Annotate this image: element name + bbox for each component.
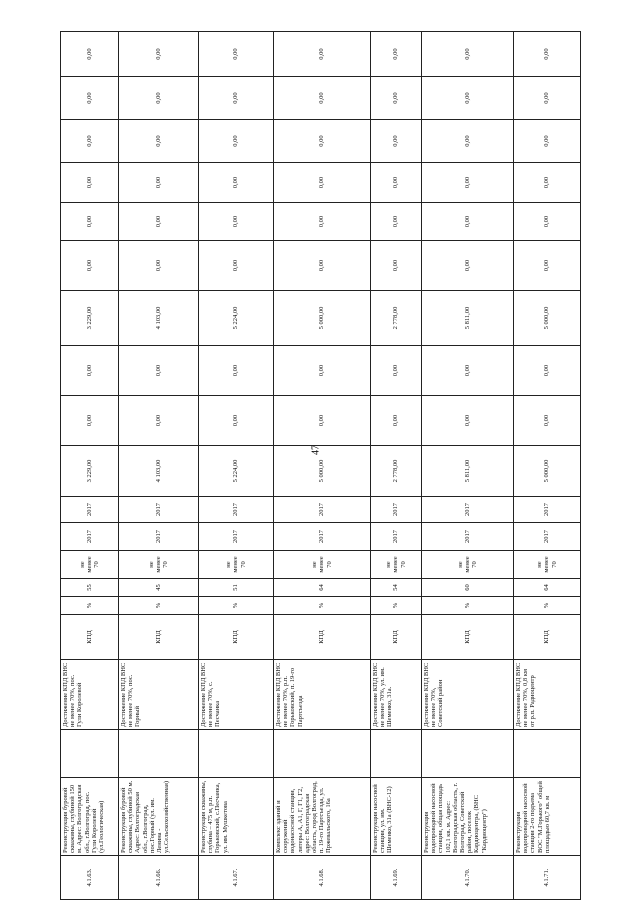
row-value: 0,00 xyxy=(274,396,371,446)
row-year-end: 2017 xyxy=(274,497,371,523)
row-value: 0,00 xyxy=(61,120,119,163)
row-value: 0,00 xyxy=(199,346,274,396)
row-value: 0,00 xyxy=(199,203,274,241)
row-goal: Достижение КПД ВНС не менее 70%, Советский район xyxy=(422,660,514,730)
row-empty xyxy=(274,730,371,778)
row-value: 0,00 xyxy=(274,32,371,77)
row-goal: Достижение КПД ВНС не менее 70%, р.п. Горьковский, п. 19-го Партсъезда xyxy=(274,660,371,730)
row-value: 0,00 xyxy=(371,163,422,203)
row-empty xyxy=(61,730,119,778)
row-value: 0,00 xyxy=(61,241,119,291)
row-value: 0,00 xyxy=(61,77,119,120)
row-unit: % xyxy=(274,597,371,615)
row-current-value: 64 xyxy=(274,579,371,597)
row-value: 0,00 xyxy=(199,163,274,203)
table-row xyxy=(422,32,514,900)
row-value: 0,00 xyxy=(199,77,274,120)
row-goal: Достижение КПД ВНС не менее 70%, с. Песчанка xyxy=(199,660,274,730)
row-target-value: не менее 70 xyxy=(274,551,371,579)
page-number: 47 xyxy=(310,445,322,455)
row-number: 4.1.67. xyxy=(199,856,274,900)
table-row xyxy=(371,32,422,900)
row-number: 4.1.71. xyxy=(514,856,581,900)
row-description: Реконструкция буровой скважины, глубиной 50 м. Адрес: Волгоградская обл., г.Волгоград, пос.Горный (ул. им. Ленина - ул.Сельскохозяйственная) xyxy=(119,778,199,856)
row-value: 0,00 xyxy=(274,120,371,163)
row-description: Реконструкция насосной станции, ул. им. Шеменко, 31а (ВНС-12) xyxy=(371,778,422,856)
row-unit: % xyxy=(199,597,274,615)
row-value: 0,00 xyxy=(119,396,199,446)
row-value: 0,00 xyxy=(422,203,514,241)
row-indicator: КПД xyxy=(61,615,119,660)
row-value: 0,00 xyxy=(422,241,514,291)
row-target-value: не менее 70 xyxy=(199,551,274,579)
row-value: 0,00 xyxy=(422,346,514,396)
row-empty xyxy=(514,730,581,778)
row-empty xyxy=(119,730,199,778)
row-total: 4 103,00 xyxy=(119,446,199,497)
row-indicator: КПД xyxy=(199,615,274,660)
row-value: 0,00 xyxy=(119,203,199,241)
row-value: 0,00 xyxy=(514,346,581,396)
row-year-end: 2017 xyxy=(371,497,422,523)
row-description: Реконструкция скважины, глубина – 475 м, р.п. Горьковский, с.Песчанка, ул. им. Мушкетова xyxy=(199,778,274,856)
row-value: 2 778,00 xyxy=(371,291,422,346)
row-number: 4.1.69. xyxy=(371,856,422,900)
row-target-value: не менее 70 xyxy=(422,551,514,579)
row-value: 3 229,00 xyxy=(61,291,119,346)
row-value: 0,00 xyxy=(119,241,199,291)
row-value: 0,00 xyxy=(119,346,199,396)
row-unit: % xyxy=(514,597,581,615)
row-value: 5 811,00 xyxy=(422,291,514,346)
row-value: 0,00 xyxy=(274,241,371,291)
row-value: 0,00 xyxy=(422,32,514,77)
row-value: 0,00 xyxy=(199,241,274,291)
row-value: 0,00 xyxy=(514,77,581,120)
row-value: 0,00 xyxy=(371,120,422,163)
row-description: Комплекс зданий и сооружений водонасосной станции, литеры А, А1, Г, Г1, Г2, адрес: Волгоградская область, город Волгоград, п. 19-го Партсъезда, ул. Пржевальского, 16а xyxy=(274,778,371,856)
row-current-value: 55 xyxy=(61,579,119,597)
row-goal: Достижение КПД ВНС не менее 70%, пос. Гули Королевой xyxy=(61,660,119,730)
row-indicator: КПД xyxy=(119,615,199,660)
row-value: 5 000,00 xyxy=(274,291,371,346)
row-unit: % xyxy=(119,597,199,615)
row-description: Реконструкция водопроводной насосной станции 2-го подъема ВОС "М.Горького" общей площадью 60,7 кв. м xyxy=(514,778,581,856)
row-value: 0,00 xyxy=(61,396,119,446)
row-value: 0,00 xyxy=(371,203,422,241)
row-empty xyxy=(422,730,514,778)
row-value: 0,00 xyxy=(199,396,274,446)
row-value: 0,00 xyxy=(422,396,514,446)
row-goal: Достижение КПД ВНС не менее 70%, пос. Горный xyxy=(119,660,199,730)
row-total: 2 778,00 xyxy=(371,446,422,497)
row-value: 0,00 xyxy=(61,32,119,77)
table-row xyxy=(274,32,371,900)
row-current-value: 54 xyxy=(371,579,422,597)
row-year-start: 2017 xyxy=(514,523,581,551)
row-value: 0,00 xyxy=(61,203,119,241)
row-value: 0,00 xyxy=(119,77,199,120)
row-indicator: КПД xyxy=(274,615,371,660)
row-total: 3 229,00 xyxy=(61,446,119,497)
row-goal: Достижение КПД ВНС не менее 70%, 0,8 км от р.п. Радиоцентр xyxy=(514,660,581,730)
row-year-end: 2017 xyxy=(199,497,274,523)
row-description: Реконструкция буровой скважины, глубиной 150 м. Адрес: Волгоградская обл., г.Волгоград, пос. Гули Королевой (ул.Геологическая) xyxy=(61,778,119,856)
row-year-end: 2017 xyxy=(119,497,199,523)
row-value: 0,00 xyxy=(274,346,371,396)
row-year-start: 2017 xyxy=(422,523,514,551)
table-row xyxy=(61,32,119,900)
row-indicator: КПД xyxy=(422,615,514,660)
row-unit: % xyxy=(61,597,119,615)
row-year-end: 2017 xyxy=(422,497,514,523)
row-value: 0,00 xyxy=(371,241,422,291)
row-current-value: 45 xyxy=(119,579,199,597)
row-value: 5 000,00 xyxy=(514,291,581,346)
row-target-value: не менее 70 xyxy=(61,551,119,579)
row-year-start: 2017 xyxy=(61,523,119,551)
row-empty xyxy=(199,730,274,778)
row-value: 0,00 xyxy=(371,346,422,396)
table-row xyxy=(119,32,199,900)
row-current-value: 51 xyxy=(199,579,274,597)
row-current-value: 60 xyxy=(422,579,514,597)
row-total: 5 811,00 xyxy=(422,446,514,497)
row-target-value: не менее 70 xyxy=(371,551,422,579)
row-goal: Достижение КПД ВНС не менее 70%, ул. им. Шеменко, 31а. xyxy=(371,660,422,730)
row-indicator: КПД xyxy=(371,615,422,660)
program-table xyxy=(60,31,581,900)
row-year-start: 2017 xyxy=(274,523,371,551)
row-number: 4.1.68. xyxy=(274,856,371,900)
row-unit: % xyxy=(371,597,422,615)
row-value: 0,00 xyxy=(371,396,422,446)
row-year-end: 2017 xyxy=(514,497,581,523)
row-value: 0,00 xyxy=(514,163,581,203)
row-value: 0,00 xyxy=(119,32,199,77)
row-current-value: 64 xyxy=(514,579,581,597)
row-year-start: 2017 xyxy=(199,523,274,551)
row-value: 0,00 xyxy=(514,241,581,291)
row-value: 0,00 xyxy=(274,77,371,120)
row-value: 0,00 xyxy=(422,163,514,203)
row-year-start: 2017 xyxy=(371,523,422,551)
row-unit: % xyxy=(422,597,514,615)
row-value: 0,00 xyxy=(199,120,274,163)
row-value: 0,00 xyxy=(119,163,199,203)
row-value: 0,00 xyxy=(61,163,119,203)
row-number: 4.1.63. xyxy=(61,856,119,900)
row-value: 0,00 xyxy=(514,396,581,446)
row-number: 4.1.70. xyxy=(422,856,514,900)
row-total: 5 000,00 xyxy=(274,446,371,497)
row-number: 4.1.66. xyxy=(119,856,199,900)
row-value: 0,00 xyxy=(199,32,274,77)
row-total: 5 224,00 xyxy=(199,446,274,497)
row-value: 0,00 xyxy=(61,346,119,396)
row-value: 0,00 xyxy=(514,203,581,241)
row-value: 0,00 xyxy=(422,77,514,120)
row-year-end: 2017 xyxy=(61,497,119,523)
row-value: 0,00 xyxy=(119,120,199,163)
table-row xyxy=(199,32,274,900)
row-value: 0,00 xyxy=(514,32,581,77)
row-empty xyxy=(371,730,422,778)
table-row xyxy=(514,32,581,900)
row-target-value: не менее 70 xyxy=(514,551,581,579)
row-value: 0,00 xyxy=(274,203,371,241)
row-value: 0,00 xyxy=(274,163,371,203)
table-body xyxy=(61,32,581,900)
row-value: 4 103,00 xyxy=(119,291,199,346)
row-total: 5 000,00 xyxy=(514,446,581,497)
row-description: Реконструкция водопроводной насосной станции, общая площадь 102,1 кв. м. Адрес: Волгоградская область, г. Волгоград, Советский район, поселок Кардиоцентра, (ВНС "Кардиоцентр") xyxy=(422,778,514,856)
row-value: 5 224,00 xyxy=(199,291,274,346)
row-year-start: 2017 xyxy=(119,523,199,551)
row-value: 0,00 xyxy=(371,32,422,77)
rotated-table-wrapper xyxy=(60,32,580,900)
row-indicator: КПД xyxy=(514,615,581,660)
row-value: 0,00 xyxy=(514,120,581,163)
row-value: 0,00 xyxy=(422,120,514,163)
row-target-value: не менее 70 xyxy=(119,551,199,579)
row-value: 0,00 xyxy=(371,77,422,120)
